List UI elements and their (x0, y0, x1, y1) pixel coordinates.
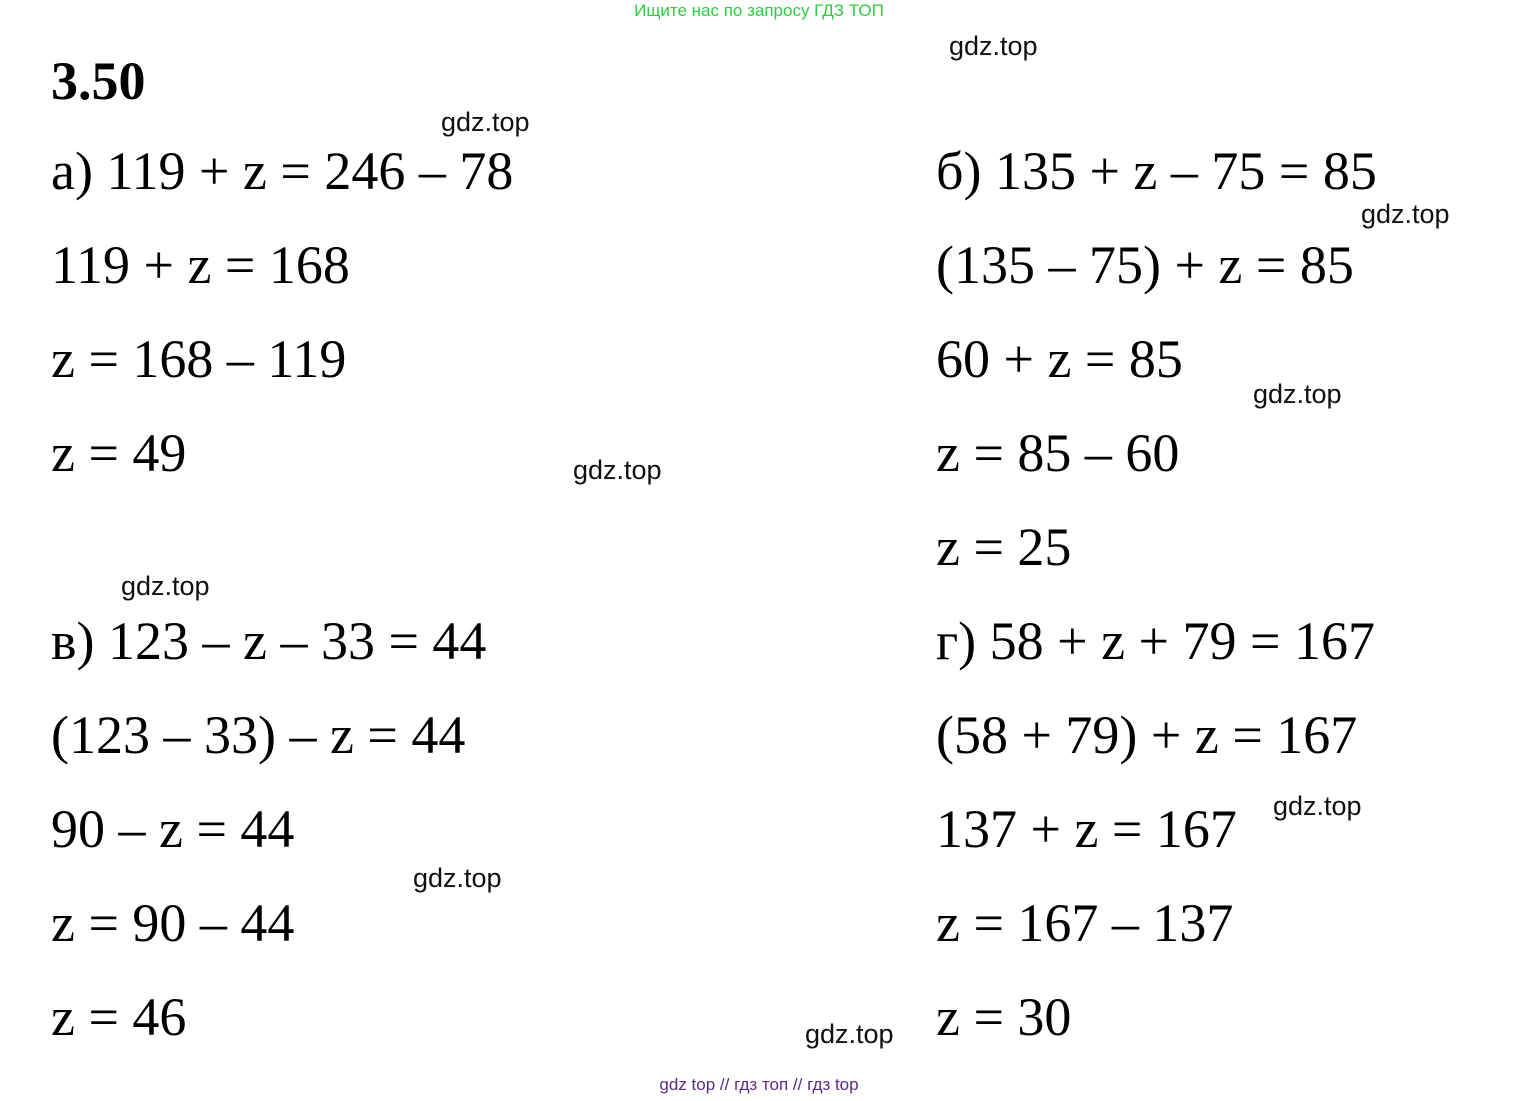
equation-line: z = 90 – 44 (51, 893, 295, 953)
watermark: gdz.top (949, 31, 1038, 61)
top-banner: Ищите нас по запросу ГДЗ ТОП (634, 1, 884, 20)
equation-line: 137 + z = 167 (936, 799, 1237, 859)
equation-line: z = 46 (51, 987, 187, 1047)
equation-line: а) 119 + z = 246 – 78 (51, 141, 514, 201)
equation-line: (123 – 33) – z = 44 (51, 705, 466, 765)
equation-line: z = 85 – 60 (936, 423, 1180, 483)
equation-line: z = 25 (936, 517, 1072, 577)
equation-line: в) 123 – z – 33 = 44 (51, 611, 487, 671)
watermark: gdz.top (1361, 199, 1450, 229)
watermark: gdz.top (805, 1019, 894, 1049)
equation-line: z = 167 – 137 (936, 893, 1234, 953)
watermark: gdz.top (441, 107, 530, 137)
equation-line: г) 58 + z + 79 = 167 (936, 611, 1375, 671)
equation-line: б) 135 + z – 75 = 85 (936, 141, 1377, 201)
equation-line: (58 + 79) + z = 167 (936, 705, 1358, 765)
watermark: gdz.top (1253, 379, 1342, 409)
problem-number: 3.50 (51, 51, 146, 111)
watermark: gdz.top (413, 863, 502, 893)
equation-line: z = 49 (51, 423, 187, 483)
equation-line: z = 168 – 119 (51, 329, 347, 389)
equation-line: z = 30 (936, 987, 1072, 1047)
equation-line: 90 – z = 44 (51, 799, 295, 859)
footer: gdz top // гдз топ // гдз top (659, 1075, 859, 1094)
equation-line: 119 + z = 168 (51, 235, 350, 295)
equation-line: (135 – 75) + z = 85 (936, 235, 1354, 295)
watermark: gdz.top (573, 455, 662, 485)
equation-line: 60 + z = 85 (936, 329, 1183, 389)
watermark: gdz.top (1273, 791, 1362, 821)
watermark: gdz.top (121, 571, 210, 601)
